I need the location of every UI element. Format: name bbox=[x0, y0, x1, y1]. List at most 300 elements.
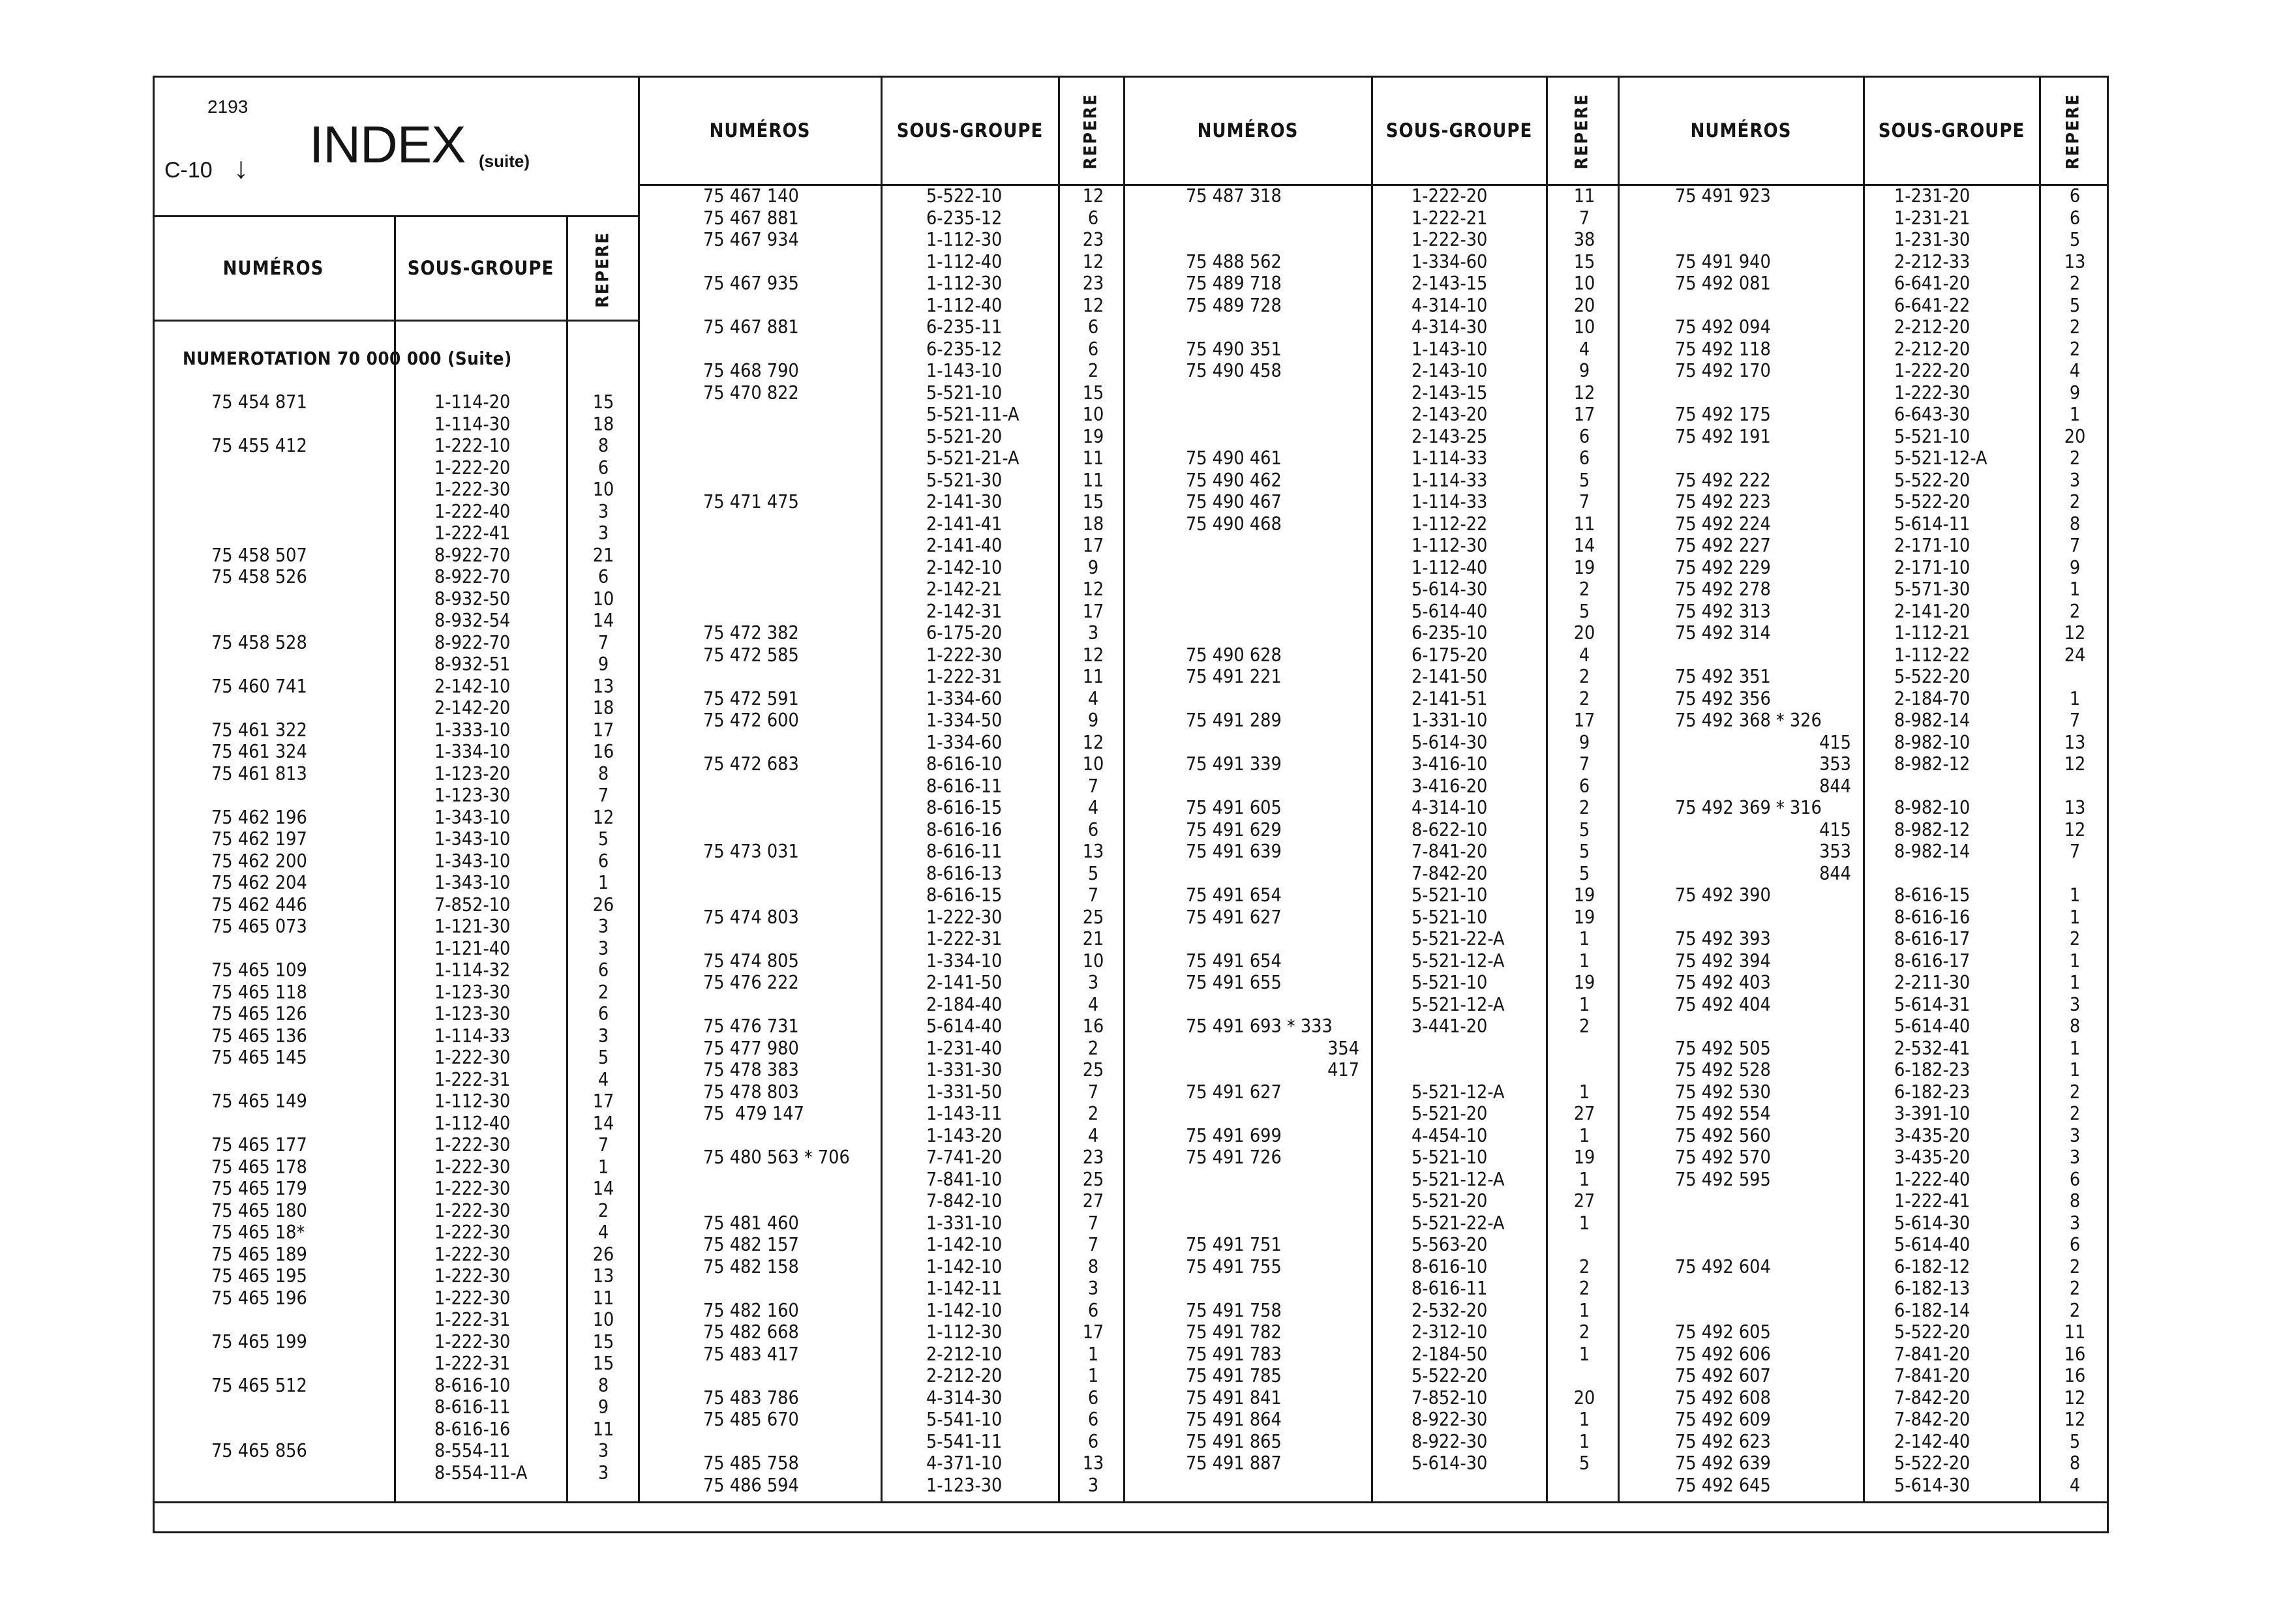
numero-cell: 75 491 699 bbox=[1186, 1124, 1282, 1147]
sous-groupe-cell: 3-416-20 bbox=[1412, 775, 1488, 797]
numero-cell bbox=[211, 1396, 394, 1419]
numero-cell: 75 492 623 bbox=[1675, 1430, 1771, 1452]
sous-groupe-cell: 1-142-11 bbox=[926, 1278, 1003, 1299]
numero-cell: 75 465 196 bbox=[211, 1287, 307, 1309]
repere-cell: 3 bbox=[2069, 1147, 2081, 1168]
sous-groupe-cell: 1-112-30 bbox=[926, 1321, 1003, 1343]
repere-cell: 2 bbox=[1578, 797, 1590, 819]
repere-cell: 5 bbox=[597, 828, 609, 850]
numero-cell bbox=[1186, 994, 1371, 1016]
sous-groupe-cell: 5-521-20 bbox=[1412, 1103, 1488, 1124]
repere-cell: 25 bbox=[1082, 906, 1104, 928]
page-number: 2193 bbox=[207, 97, 249, 117]
sous-groupe-cell: 1-331-50 bbox=[926, 1081, 1003, 1103]
sous-groupe-cell: 1-222-40 bbox=[434, 500, 511, 522]
numero-cell bbox=[703, 666, 881, 688]
col3-header-repere: REPERE bbox=[1571, 93, 1592, 170]
sous-groupe-cell: 8-616-10 bbox=[926, 753, 1003, 775]
repere-cell: 6 bbox=[597, 1003, 609, 1025]
repere-cell: 1 bbox=[2069, 906, 2081, 928]
repere-cell: 7 bbox=[2069, 841, 2081, 862]
col3-sous-groupe bbox=[1412, 185, 1545, 1475]
numero-cell bbox=[1675, 1300, 1863, 1322]
repere-cell: 6 bbox=[1087, 1387, 1099, 1409]
col4-header-repere: REPERE bbox=[2062, 93, 2083, 170]
sous-groupe-cell: 2-212-33 bbox=[1894, 250, 1971, 273]
sous-groupe-cell: 2-184-70 bbox=[1894, 687, 1971, 710]
frame-right bbox=[2107, 77, 2109, 1533]
sous-groupe-cell: 1-112-40 bbox=[926, 250, 1003, 273]
numero-cell: 75 492 505 bbox=[1675, 1037, 1771, 1059]
numero-cell bbox=[703, 295, 881, 317]
repere-cell: 18 bbox=[592, 697, 614, 719]
repere-cell: 6 bbox=[2069, 207, 2081, 229]
numero-cell: 75 454 871 bbox=[211, 391, 307, 413]
numero-cell bbox=[1186, 1103, 1371, 1125]
numero-cell bbox=[211, 653, 394, 676]
repere-cell: 7 bbox=[1087, 1234, 1099, 1255]
numero-cell: 75 491 782 bbox=[1186, 1321, 1282, 1343]
sous-groupe-cell: 5-614-30 bbox=[1894, 1212, 1971, 1234]
sous-groupe-cell: 1-222-31 bbox=[926, 928, 1003, 950]
sous-groupe-cell: 4-314-10 bbox=[1412, 797, 1488, 819]
numero-cell bbox=[703, 884, 881, 907]
numero-cell: 75 492 403 bbox=[1675, 972, 1771, 993]
numero-cell: 75 478 383 bbox=[703, 1059, 799, 1081]
repere-cell: 20 bbox=[2064, 425, 2086, 447]
numero-cell bbox=[1675, 229, 1863, 251]
numero-cell bbox=[1186, 557, 1371, 579]
numero-cell: 75 465 177 bbox=[211, 1134, 307, 1156]
repere-cell: 1 bbox=[2069, 1059, 2081, 1081]
sous-groupe-cell: 2-212-20 bbox=[1894, 316, 1971, 338]
sous-groupe-cell: 1-112-30 bbox=[1412, 535, 1488, 556]
numero-cell: 75 491 339 bbox=[1186, 753, 1282, 775]
repere-cell bbox=[1554, 1038, 1615, 1060]
numero-cell: 75 487 318 bbox=[1186, 185, 1282, 207]
numero-cell: 75 458 507 bbox=[211, 544, 307, 566]
repere-cell: 6 bbox=[1578, 447, 1590, 469]
numero-cell bbox=[1675, 1015, 1863, 1038]
repere-cell: 1 bbox=[2069, 687, 2081, 710]
repere-cell: 25 bbox=[1082, 1168, 1104, 1190]
repere-cell: 6 bbox=[597, 959, 609, 981]
numero-cell: 75 492 175 bbox=[1675, 404, 1771, 425]
repere-cell: 4 bbox=[2069, 1474, 2081, 1496]
sous-groupe-cell: 5-521-20 bbox=[926, 425, 1003, 447]
repere-cell: 1 bbox=[1578, 1168, 1590, 1190]
repere-cell: 1 bbox=[2069, 578, 2081, 600]
sous-groupe-cell: 8-616-16 bbox=[1894, 906, 1971, 928]
repere-cell: 4 bbox=[1578, 338, 1590, 360]
repere-cell: 8 bbox=[597, 435, 609, 457]
numero-cell: 75 468 790 bbox=[703, 360, 799, 382]
numero-cell: 75 492 313 bbox=[1675, 600, 1771, 622]
numero-cell: 75 492 606 bbox=[1675, 1343, 1771, 1365]
numero-cell: 75 492 570 bbox=[1675, 1147, 1771, 1168]
repere-cell: 4 bbox=[1087, 993, 1099, 1015]
numero-cell: 75 491 627 bbox=[1186, 906, 1282, 928]
repere-cell: 1 bbox=[1578, 1212, 1590, 1234]
numero-cell bbox=[703, 601, 881, 623]
repere-cell: 9 bbox=[597, 653, 609, 675]
numero-cell: 75 492 639 bbox=[1675, 1452, 1771, 1474]
repere-cell: 8 bbox=[2069, 1190, 2081, 1212]
sous-groupe-cell: 2-171-10 bbox=[1894, 556, 1971, 578]
repere-cell: 2 bbox=[1578, 1278, 1590, 1299]
sous-groupe-cell: 2-143-10 bbox=[1412, 360, 1488, 382]
numero-cell bbox=[1675, 1190, 1863, 1212]
sous-groupe-cell: 1-222-31 bbox=[926, 666, 1003, 687]
numero-cell bbox=[211, 1462, 394, 1484]
col4-numeros bbox=[1675, 185, 1863, 1496]
sous-groupe-cell: 8-616-10 bbox=[434, 1374, 511, 1396]
repere-cell: 12 bbox=[1573, 382, 1595, 404]
sous-groupe-cell: 1-222-30 bbox=[434, 1265, 511, 1287]
sous-groupe-cell: 8-982-10 bbox=[1894, 731, 1971, 753]
sous-groupe-cell: 4-454-10 bbox=[1412, 1124, 1488, 1147]
left-panel-rule-2 bbox=[153, 320, 639, 322]
sous-groupe-cell: 5-614-30 bbox=[1412, 731, 1488, 753]
repere-cell bbox=[1554, 1059, 1615, 1081]
repere-cell: 19 bbox=[1573, 1147, 1595, 1168]
repere-cell: 5 bbox=[1578, 469, 1590, 491]
sous-groupe-cell: 1-142-10 bbox=[926, 1255, 1003, 1278]
repere-cell: 17 bbox=[1082, 535, 1104, 556]
repere-cell: 2 bbox=[2069, 1255, 2081, 1278]
repere-cell bbox=[1554, 1234, 1615, 1256]
col3-header-sous-groupe: SOUS-GROUPE bbox=[1385, 119, 1533, 142]
col1-sous-groupe bbox=[434, 391, 565, 1484]
repere-cell: 19 bbox=[1082, 425, 1104, 447]
repere-cell: 15 bbox=[1082, 491, 1104, 513]
sep-c1-a bbox=[394, 217, 396, 1501]
repere-cell: 7 bbox=[1087, 1081, 1099, 1103]
sous-groupe-cell: 8-616-15 bbox=[926, 797, 1003, 819]
repere-cell: 2 bbox=[2069, 316, 2081, 338]
numero-cell: 75 465 118 bbox=[211, 981, 307, 1003]
sous-groupe-cell: 5-521-12-A bbox=[1894, 447, 1987, 469]
numero-cell: 75 461 324 bbox=[211, 741, 307, 762]
sous-groupe-cell: 1-123-30 bbox=[926, 1474, 1003, 1496]
repere-cell: 6 bbox=[1087, 338, 1099, 360]
numero-cell: 75 492 560 bbox=[1675, 1124, 1771, 1147]
sous-groupe-cell: 5-614-40 bbox=[1894, 1015, 1971, 1037]
repere-cell: 21 bbox=[592, 544, 614, 566]
sous-groupe-cell: 5-521-22-A bbox=[1412, 1212, 1505, 1234]
sous-groupe-cell: 5-521-10 bbox=[926, 382, 1003, 404]
numero-cell bbox=[703, 338, 881, 361]
numero-cell: 75 465 073 bbox=[211, 916, 307, 937]
numero-cell: 75 458 526 bbox=[211, 566, 307, 588]
repere-cell: 11 bbox=[1573, 513, 1595, 535]
sous-groupe-cell: 1-112-21 bbox=[1894, 622, 1971, 644]
numero-cell: 75 473 031 bbox=[703, 841, 799, 862]
numero-cell: 75 492 118 bbox=[1675, 338, 1771, 360]
sous-groupe-cell: 5-541-10 bbox=[926, 1409, 1003, 1430]
sous-groupe-cell: 2-142-31 bbox=[926, 600, 1003, 622]
numero-cell: 844 bbox=[1819, 862, 1851, 884]
repere-cell: 3 bbox=[2069, 469, 2081, 491]
sous-groupe-cell: 3-441-20 bbox=[1412, 1015, 1488, 1037]
repere-cell: 5 bbox=[1578, 862, 1590, 884]
sous-groupe-cell: 8-922-30 bbox=[1412, 1430, 1488, 1452]
numero-cell bbox=[1186, 622, 1371, 644]
repere-cell: 1 bbox=[1578, 1409, 1590, 1430]
numero-cell bbox=[703, 470, 881, 492]
sous-groupe-cell: 1-112-40 bbox=[926, 294, 1003, 316]
sous-groupe-cell: 6-182-13 bbox=[1894, 1278, 1971, 1299]
numero-cell bbox=[1186, 1212, 1371, 1235]
repere-cell: 2 bbox=[1578, 578, 1590, 600]
sep-left-panel bbox=[638, 77, 640, 1501]
sous-groupe-cell: 2-142-10 bbox=[926, 556, 1003, 578]
sous-groupe-cell: 5-521-10 bbox=[1412, 972, 1488, 993]
sous-groupe-cell: 1-222-40 bbox=[1894, 1168, 1971, 1190]
repere-cell: 17 bbox=[1573, 404, 1595, 425]
sous-groupe-cell: 5-521-10 bbox=[1894, 425, 1971, 447]
sous-groupe-cell: 1-222-20 bbox=[434, 457, 511, 479]
sous-groupe-cell: 8-616-11 bbox=[926, 775, 1003, 797]
repere-cell: 6 bbox=[1578, 775, 1590, 797]
repere-cell: 38 bbox=[1573, 229, 1595, 250]
sous-groupe-cell: 8-922-70 bbox=[434, 566, 511, 588]
numero-cell bbox=[1675, 1212, 1863, 1235]
repere-cell: 3 bbox=[2069, 1212, 2081, 1234]
numero-cell: 75 462 204 bbox=[211, 872, 307, 894]
sous-groupe-cell: 1-231-30 bbox=[1894, 229, 1971, 250]
numero-cell: 75 492 368 * 326 bbox=[1675, 710, 1822, 731]
numero-cell bbox=[1675, 1234, 1863, 1256]
sous-groupe-cell: 1-222-10 bbox=[434, 435, 511, 457]
sous-groupe-cell: 5-614-11 bbox=[1894, 513, 1971, 535]
sous-groupe-cell: 1-143-20 bbox=[926, 1124, 1003, 1147]
numero-cell: 75 472 600 bbox=[703, 710, 799, 731]
repere-cell: 9 bbox=[1578, 360, 1590, 382]
down-arrow-icon: ↓ bbox=[234, 151, 249, 185]
numero-cell: 75 490 628 bbox=[1186, 644, 1282, 666]
repere-cell: 3 bbox=[2069, 993, 2081, 1015]
numero-cell: 415 bbox=[1819, 731, 1851, 753]
numero-cell: 75 492 394 bbox=[1675, 950, 1771, 972]
numero-cell: 75 492 595 bbox=[1675, 1168, 1771, 1190]
repere-cell: 1 bbox=[1578, 928, 1590, 950]
numero-cell: 75 492 222 bbox=[1675, 469, 1771, 491]
sous-groupe-cell: 2-212-10 bbox=[926, 1343, 1003, 1365]
sous-groupe-cell: 2-142-10 bbox=[434, 675, 511, 697]
repere-cell: 3 bbox=[597, 522, 609, 544]
numero-cell: 75 476 731 bbox=[703, 1015, 799, 1037]
repere-cell: 1 bbox=[597, 872, 609, 894]
col3-numeros bbox=[1186, 185, 1371, 1475]
sous-groupe-cell: 1-123-30 bbox=[434, 785, 511, 806]
numero-cell: 75 492 223 bbox=[1675, 491, 1771, 513]
numero-cell: 75 492 224 bbox=[1675, 513, 1771, 535]
sous-groupe-cell: 8-932-51 bbox=[434, 653, 511, 675]
sous-groupe-cell: 5-614-40 bbox=[1894, 1234, 1971, 1255]
repere-cell: 3 bbox=[597, 1462, 609, 1484]
repere-cell: 12 bbox=[2064, 1409, 2086, 1430]
repere-cell: 11 bbox=[1082, 666, 1104, 687]
numero-cell: 75 491 655 bbox=[1186, 972, 1282, 993]
numero-cell: 75 477 980 bbox=[703, 1037, 799, 1059]
repere-cell: 15 bbox=[592, 391, 614, 413]
sous-groupe-cell: 2-143-25 bbox=[1412, 425, 1488, 447]
sous-groupe-cell: 1-222-30 bbox=[434, 1178, 511, 1199]
sous-groupe-cell: 5-571-30 bbox=[1894, 578, 1971, 600]
sous-groupe-cell: 5-522-20 bbox=[1894, 1452, 1971, 1474]
sous-groupe-cell: 4-314-30 bbox=[1412, 316, 1488, 338]
repere-cell: 6 bbox=[2069, 1234, 2081, 1255]
sous-groupe-cell: 5-522-20 bbox=[1894, 469, 1971, 491]
numero-cell bbox=[211, 938, 394, 960]
repere-cell: 7 bbox=[1087, 1212, 1099, 1234]
numero-cell bbox=[703, 1125, 881, 1147]
numero-cell: 75 492 094 bbox=[1675, 316, 1771, 338]
sous-groupe-cell: 6-175-20 bbox=[926, 622, 1003, 644]
sous-groupe-cell: 6-641-20 bbox=[1894, 273, 1971, 294]
repere-cell: 19 bbox=[1573, 972, 1595, 993]
numero-cell: 75 491 726 bbox=[1186, 1147, 1282, 1168]
numero-cell bbox=[1186, 1169, 1371, 1191]
repere-cell: 12 bbox=[1082, 731, 1104, 753]
numero-cell bbox=[1186, 732, 1371, 754]
sous-groupe-cell: 7-741-20 bbox=[926, 1147, 1003, 1168]
numero-cell: 417 bbox=[1327, 1059, 1359, 1081]
repere-cell: 1 bbox=[1087, 1343, 1099, 1365]
numero-cell: 75 491 639 bbox=[1186, 841, 1282, 862]
numero-cell: 75 472 585 bbox=[703, 644, 799, 666]
numero-cell: 75 467 140 bbox=[703, 185, 799, 207]
repere-cell: 13 bbox=[592, 675, 614, 697]
sous-groupe-cell: 8-616-16 bbox=[926, 819, 1003, 841]
numero-cell: 75 462 446 bbox=[211, 894, 307, 916]
repere-cell: 8 bbox=[2069, 513, 2081, 535]
repere-cell: 9 bbox=[597, 1396, 609, 1418]
numero-cell: 75 492 227 bbox=[1675, 535, 1771, 556]
numero-cell bbox=[703, 557, 881, 579]
repere-cell: 16 bbox=[592, 741, 614, 762]
sous-groupe-cell: 1-222-30 bbox=[434, 1287, 511, 1309]
repere-cell: 6 bbox=[1087, 207, 1099, 229]
sous-groupe-cell: 1-334-50 bbox=[926, 710, 1003, 731]
repere-cell: 9 bbox=[1087, 710, 1099, 731]
repere-cell: 3 bbox=[597, 500, 609, 522]
sous-groupe-cell: 8-616-17 bbox=[1894, 950, 1971, 972]
repere-cell: 23 bbox=[1082, 1147, 1104, 1168]
sous-groupe-cell: 1-343-10 bbox=[434, 872, 511, 894]
repere-cell: 20 bbox=[1573, 294, 1595, 316]
repere-cell: 7 bbox=[597, 631, 609, 653]
numero-cell: 75 465 180 bbox=[211, 1199, 307, 1222]
numero-cell: 75 480 563 * 706 bbox=[703, 1147, 850, 1168]
sous-groupe-cell: 1-222-30 bbox=[434, 479, 511, 500]
numero-cell bbox=[1186, 207, 1371, 230]
sous-groupe-cell: 5-521-21-A bbox=[926, 447, 1020, 469]
sous-groupe-cell: 2-184-50 bbox=[1412, 1343, 1488, 1365]
repere-cell: 5 bbox=[597, 1047, 609, 1068]
repere-cell: 14 bbox=[592, 1112, 614, 1134]
repere-cell: 2 bbox=[1087, 1037, 1099, 1059]
sous-groupe-cell: 8-922-70 bbox=[434, 631, 511, 653]
sous-groupe-cell: 5-522-20 bbox=[1894, 666, 1971, 687]
repere-cell: 8 bbox=[2069, 1452, 2081, 1474]
numero-cell: 75 491 940 bbox=[1675, 250, 1771, 273]
col2-header-numeros: NUMÉROS bbox=[709, 119, 811, 142]
numero-cell: 75 490 467 bbox=[1186, 491, 1282, 513]
sous-groupe-cell: 6-182-12 bbox=[1894, 1255, 1971, 1278]
numero-cell: 75 483 417 bbox=[703, 1343, 799, 1365]
repere-cell: 3 bbox=[2069, 1124, 2081, 1147]
col1-header-repere: REPERE bbox=[592, 232, 613, 308]
sous-groupe-cell: 1-222-31 bbox=[434, 1309, 511, 1330]
sous-groupe-cell: 4-371-10 bbox=[926, 1452, 1003, 1474]
repere-cell bbox=[2046, 666, 2104, 688]
numero-cell: 75 465 199 bbox=[211, 1330, 307, 1353]
numero-cell: 75 482 668 bbox=[703, 1321, 799, 1343]
sous-groupe-cell: 1-112-30 bbox=[434, 1090, 511, 1112]
repere-cell: 6 bbox=[1087, 316, 1099, 338]
sous-groupe-cell: 1-222-30 bbox=[434, 1047, 511, 1068]
repere-cell: 15 bbox=[592, 1353, 614, 1374]
repere-cell: 27 bbox=[1573, 1103, 1595, 1124]
sous-groupe-cell bbox=[1412, 1059, 1545, 1081]
repere-cell: 6 bbox=[597, 566, 609, 588]
numero-cell: 75 491 758 bbox=[1186, 1299, 1282, 1321]
repere-cell: 2 bbox=[1578, 666, 1590, 687]
numero-cell bbox=[1186, 578, 1371, 601]
sous-groupe-cell: 1-222-30 bbox=[434, 1156, 511, 1178]
numero-cell: 75 491 289 bbox=[1186, 710, 1282, 731]
numero-cell: 75 465 512 bbox=[211, 1374, 307, 1396]
numero-cell: 75 491 654 bbox=[1186, 884, 1282, 906]
repere-cell: 4 bbox=[2069, 360, 2081, 382]
repere-cell: 7 bbox=[2069, 535, 2081, 556]
sous-groupe-cell bbox=[1894, 775, 2038, 798]
sous-groupe-cell: 1-222-30 bbox=[434, 1199, 511, 1222]
numero-cell bbox=[1675, 295, 1863, 317]
numero-cell bbox=[1675, 447, 1863, 470]
repere-cell: 17 bbox=[592, 1090, 614, 1112]
numero-cell: 75 492 369 * 316 bbox=[1675, 797, 1822, 819]
repere-cell: 2 bbox=[2069, 600, 2081, 622]
sous-groupe-cell: 2-211-30 bbox=[1894, 972, 1971, 993]
sous-groupe-cell: 2-142-40 bbox=[1894, 1430, 1971, 1452]
sous-groupe-cell: 1-222-21 bbox=[1412, 207, 1488, 229]
sous-groupe-cell: 1-112-22 bbox=[1894, 644, 1971, 666]
sous-groupe-cell: 5-522-20 bbox=[1894, 491, 1971, 513]
repere-cell: 10 bbox=[1082, 950, 1104, 972]
repere-cell: 2 bbox=[1578, 1255, 1590, 1278]
numero-cell: 75 488 562 bbox=[1186, 250, 1282, 273]
sous-groupe-cell: 2-141-50 bbox=[926, 972, 1003, 993]
numero-cell: 75 465 189 bbox=[211, 1243, 307, 1265]
col2-header-repere: REPERE bbox=[1080, 93, 1101, 170]
numero-cell: 75 492 608 bbox=[1675, 1387, 1771, 1409]
sous-groupe-cell: 5-521-10 bbox=[1412, 906, 1488, 928]
numero-cell bbox=[1186, 535, 1371, 557]
sous-groupe-cell: 1-333-10 bbox=[434, 719, 511, 741]
sous-groupe-cell: 8-982-12 bbox=[1894, 819, 1971, 841]
numero-cell: 75 489 728 bbox=[1186, 294, 1282, 316]
sous-groupe-cell: 1-123-30 bbox=[434, 1003, 511, 1025]
repere-cell: 10 bbox=[592, 1309, 614, 1330]
repere-cell: 7 bbox=[1578, 753, 1590, 775]
repere-cell: 6 bbox=[2069, 185, 2081, 207]
repere-cell: 12 bbox=[2064, 753, 2086, 775]
sous-groupe-cell: 1-222-30 bbox=[926, 644, 1003, 666]
repere-cell: 12 bbox=[2064, 1387, 2086, 1409]
